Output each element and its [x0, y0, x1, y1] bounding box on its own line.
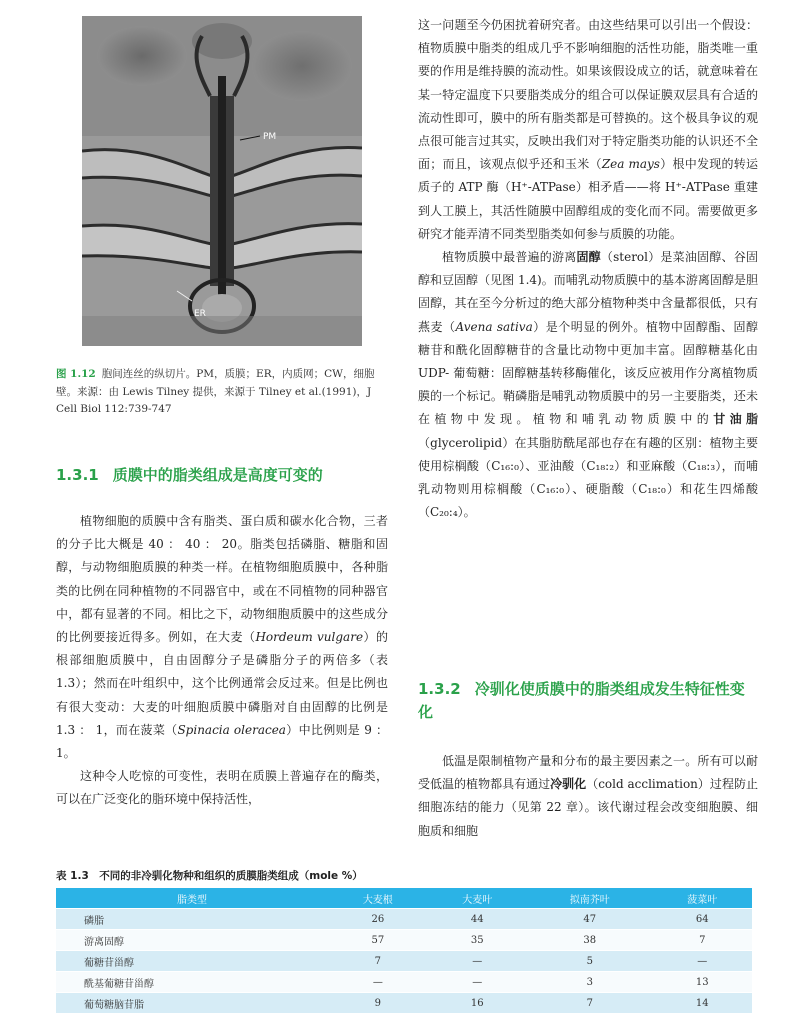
- text-run: ）的根部细胞质膜中，自由固醇分子是磷脂分子的两倍多（表 1.3）；然而在叶组织中，这个比例通常会反过来。但是比例也有很大变动：大麦的叶细胞质膜中磷脂对自由固醇的比例是 1.3 ： 1，而在菠菜（: [56, 630, 388, 737]
- pm-label: PM: [263, 132, 277, 142]
- table-cell: —: [653, 951, 752, 972]
- right-column-body: [418, 14, 758, 524]
- table-header: 菠菜叶: [653, 888, 752, 909]
- text-run: 植物质膜中最普遍的游离: [442, 250, 577, 265]
- figure-caption: [56, 366, 388, 419]
- table-row: [56, 993, 752, 1014]
- table-cell: 葡糖苷甾醇: [56, 951, 328, 972]
- paragraph: 这种令人吃惊的可变性，表明在质膜上普遍存在的酶类，可以在广泛变化的脂环境中保持活性，: [56, 769, 388, 807]
- text-run: （glycerolipid）在其脂肪酰尾部也存在有趣的区别：植物主要使用棕榈酸（C₁₆:₀）、亚油酸（C₁₈:₂）和亚麻酸（C₁₈:₃），而哺乳动物则用棕榈酸（C₁₆:₀）、硬脂酸（C₁₈:₀）和花生四烯酸（C₂₀:₄）。: [418, 435, 758, 520]
- text-run: 这一问题至今仍困扰着研究者。由这些结果可以引出一个假设：植物质膜中脂类的组成几乎不影响细胞的活性功能，脂类唯一重要的作用是维持膜的流动性。如果该假设成立的话，就意味着在某一特定温度下只要脂类成分的组合可以保证膜双层具有合适的流动性即可，膜中的所有脂类都是可替换的。这个极具争议的观点很可能言过其实，反映出我们对于特定脂类功能的认识还不全面；而且，该观点似乎还和玉米（: [418, 18, 758, 172]
- table-title: 表 1.3 不同的非冷驯化物种和组织的质膜脂类组成（mole %）: [56, 870, 363, 882]
- species-name: Avena sativa: [455, 319, 533, 334]
- table-cell: 14: [653, 993, 752, 1014]
- micrograph-figure: [82, 16, 362, 346]
- paragraph: [418, 14, 758, 246]
- table-cell: 16: [428, 993, 527, 1014]
- table-cell: 酰基葡糖苷甾醇: [56, 972, 328, 993]
- table-cell: —: [328, 972, 427, 993]
- table-header-row: [56, 888, 752, 909]
- table-row: [56, 972, 752, 993]
- section-title: 质膜中的脂类组成是高度可变的: [112, 466, 323, 484]
- table-cell: 磷脂: [56, 909, 328, 930]
- text-run: （sterol）是菜油固醇、谷固醇和豆固醇（见图 1.4)。而哺乳动物质膜中的基本游离固醇是胆固醇，其在至今分析过的绝大部分植物种类中含量都很低，只有燕麦（: [418, 250, 758, 334]
- figure-caption-text: 胞间连丝的纵切片。PM，质膜；ER，内质网；CW，细胞壁。来源：由 Lewis Tilney 提供，来源于 Tilney et al.(1991)，J Cell Biol 112:739-747: [56, 368, 375, 415]
- text-run: ）是个明显的例外。植物中固醇酯、固醇糖苷和酰化固醇糖苷的含量比动物中更加丰富。固醇糖基化由 UDP- 葡萄糖：固醇糖基转移酶催化，该反应被用作分离植物质膜的一个标记。鞘磷脂是哺乳动物质膜中的另一主要脂类，还未在植物中发现。植物和哺乳动物质膜中的: [418, 319, 758, 427]
- table-header: 大麦根: [328, 888, 427, 909]
- right-column-body-2: [418, 750, 758, 843]
- section-number: 1.3.1: [56, 466, 99, 484]
- paragraph: [56, 510, 388, 765]
- key-term: 甘油脂: [713, 412, 758, 427]
- paragraph: [418, 246, 758, 524]
- lipid-composition-table: [56, 888, 752, 1013]
- paragraph: [418, 750, 758, 843]
- table-cell: —: [428, 951, 527, 972]
- table-cell: 7: [328, 951, 427, 972]
- table-cell: 47: [527, 909, 653, 930]
- section-number: 1.3.2: [418, 680, 461, 698]
- table-row: [56, 930, 752, 951]
- table-cell: 7: [653, 930, 752, 951]
- table-header: 拟南芥叶: [527, 888, 653, 909]
- table-cell: 57: [328, 930, 427, 951]
- table-cell: 7: [527, 993, 653, 1014]
- section-heading-1-3-1: [56, 464, 386, 487]
- table-header: 大麦叶: [428, 888, 527, 909]
- table-cell: 9: [328, 993, 427, 1014]
- text-run: ）中比例则是 9 ： 1。: [56, 722, 389, 761]
- table-cell: 游离固醇: [56, 930, 328, 951]
- table-cell: 44: [428, 909, 527, 930]
- table-cell: 13: [653, 972, 752, 993]
- table-header: 脂类型: [56, 888, 328, 909]
- species-name: Spinacia oleracea: [177, 722, 286, 737]
- text-run: ）根中发现的转运质子的 ATP 酶（H⁺-ATPase）相矛盾——将 H⁺-ATPase 重建到人工膜上，其活性随膜中固醇组成的变化而不同。需要做更多研究才能弄清不同类型脂类如何参与质膜的功能。: [418, 157, 758, 241]
- er-label: ER: [194, 309, 206, 319]
- table-cell: —: [428, 972, 527, 993]
- table-row: [56, 909, 752, 930]
- table-cell: 64: [653, 909, 752, 930]
- table-cell: 35: [428, 930, 527, 951]
- table-cell: 葡萄糖脑苷脂: [56, 993, 328, 1014]
- species-name: Zea mays: [601, 157, 660, 172]
- text-run: 植物细胞的质膜中含有脂类、蛋白质和碳水化合物，三者的分子比大概是 40 ： 40 ： 20。脂类包括磷脂、糖脂和固醇，与动物细胞质膜的种类一样。在植物细胞质膜中，各种脂类的比例在同种植物的不同器官中，或在不同植物的同种器官中，都有显著的不同。相比之下，动物细胞质膜中的这些成分的比例要接近得多。例如，在大麦（: [56, 514, 388, 645]
- text-run: （cold acclimation）过程防止细胞冻结的能力（见第 22 章）。该代谢过程会改变细胞膜、细胞质和细胞: [418, 777, 758, 838]
- figure-number: 图 1.12: [56, 368, 96, 380]
- text-run: 低温是限制植物产量和分布的最主要因素之一。所有可以耐受低温的植物都具有通过: [418, 754, 758, 792]
- table-row: [56, 951, 752, 972]
- section-heading-1-3-2: [418, 678, 758, 724]
- species-name: Hordeum vulgare: [255, 630, 364, 645]
- key-term: 冷驯化: [550, 777, 587, 792]
- table-cell: 26: [328, 909, 427, 930]
- left-column-body: [56, 510, 388, 812]
- table-cell: 3: [527, 972, 653, 993]
- section-title: 冷驯化使质膜中的脂类组成发生特征性变化: [418, 680, 745, 721]
- table-cell: 5: [527, 951, 653, 972]
- micrograph-image: [82, 16, 362, 346]
- table-cell: 38: [527, 930, 653, 951]
- key-term: 固醇: [576, 250, 601, 265]
